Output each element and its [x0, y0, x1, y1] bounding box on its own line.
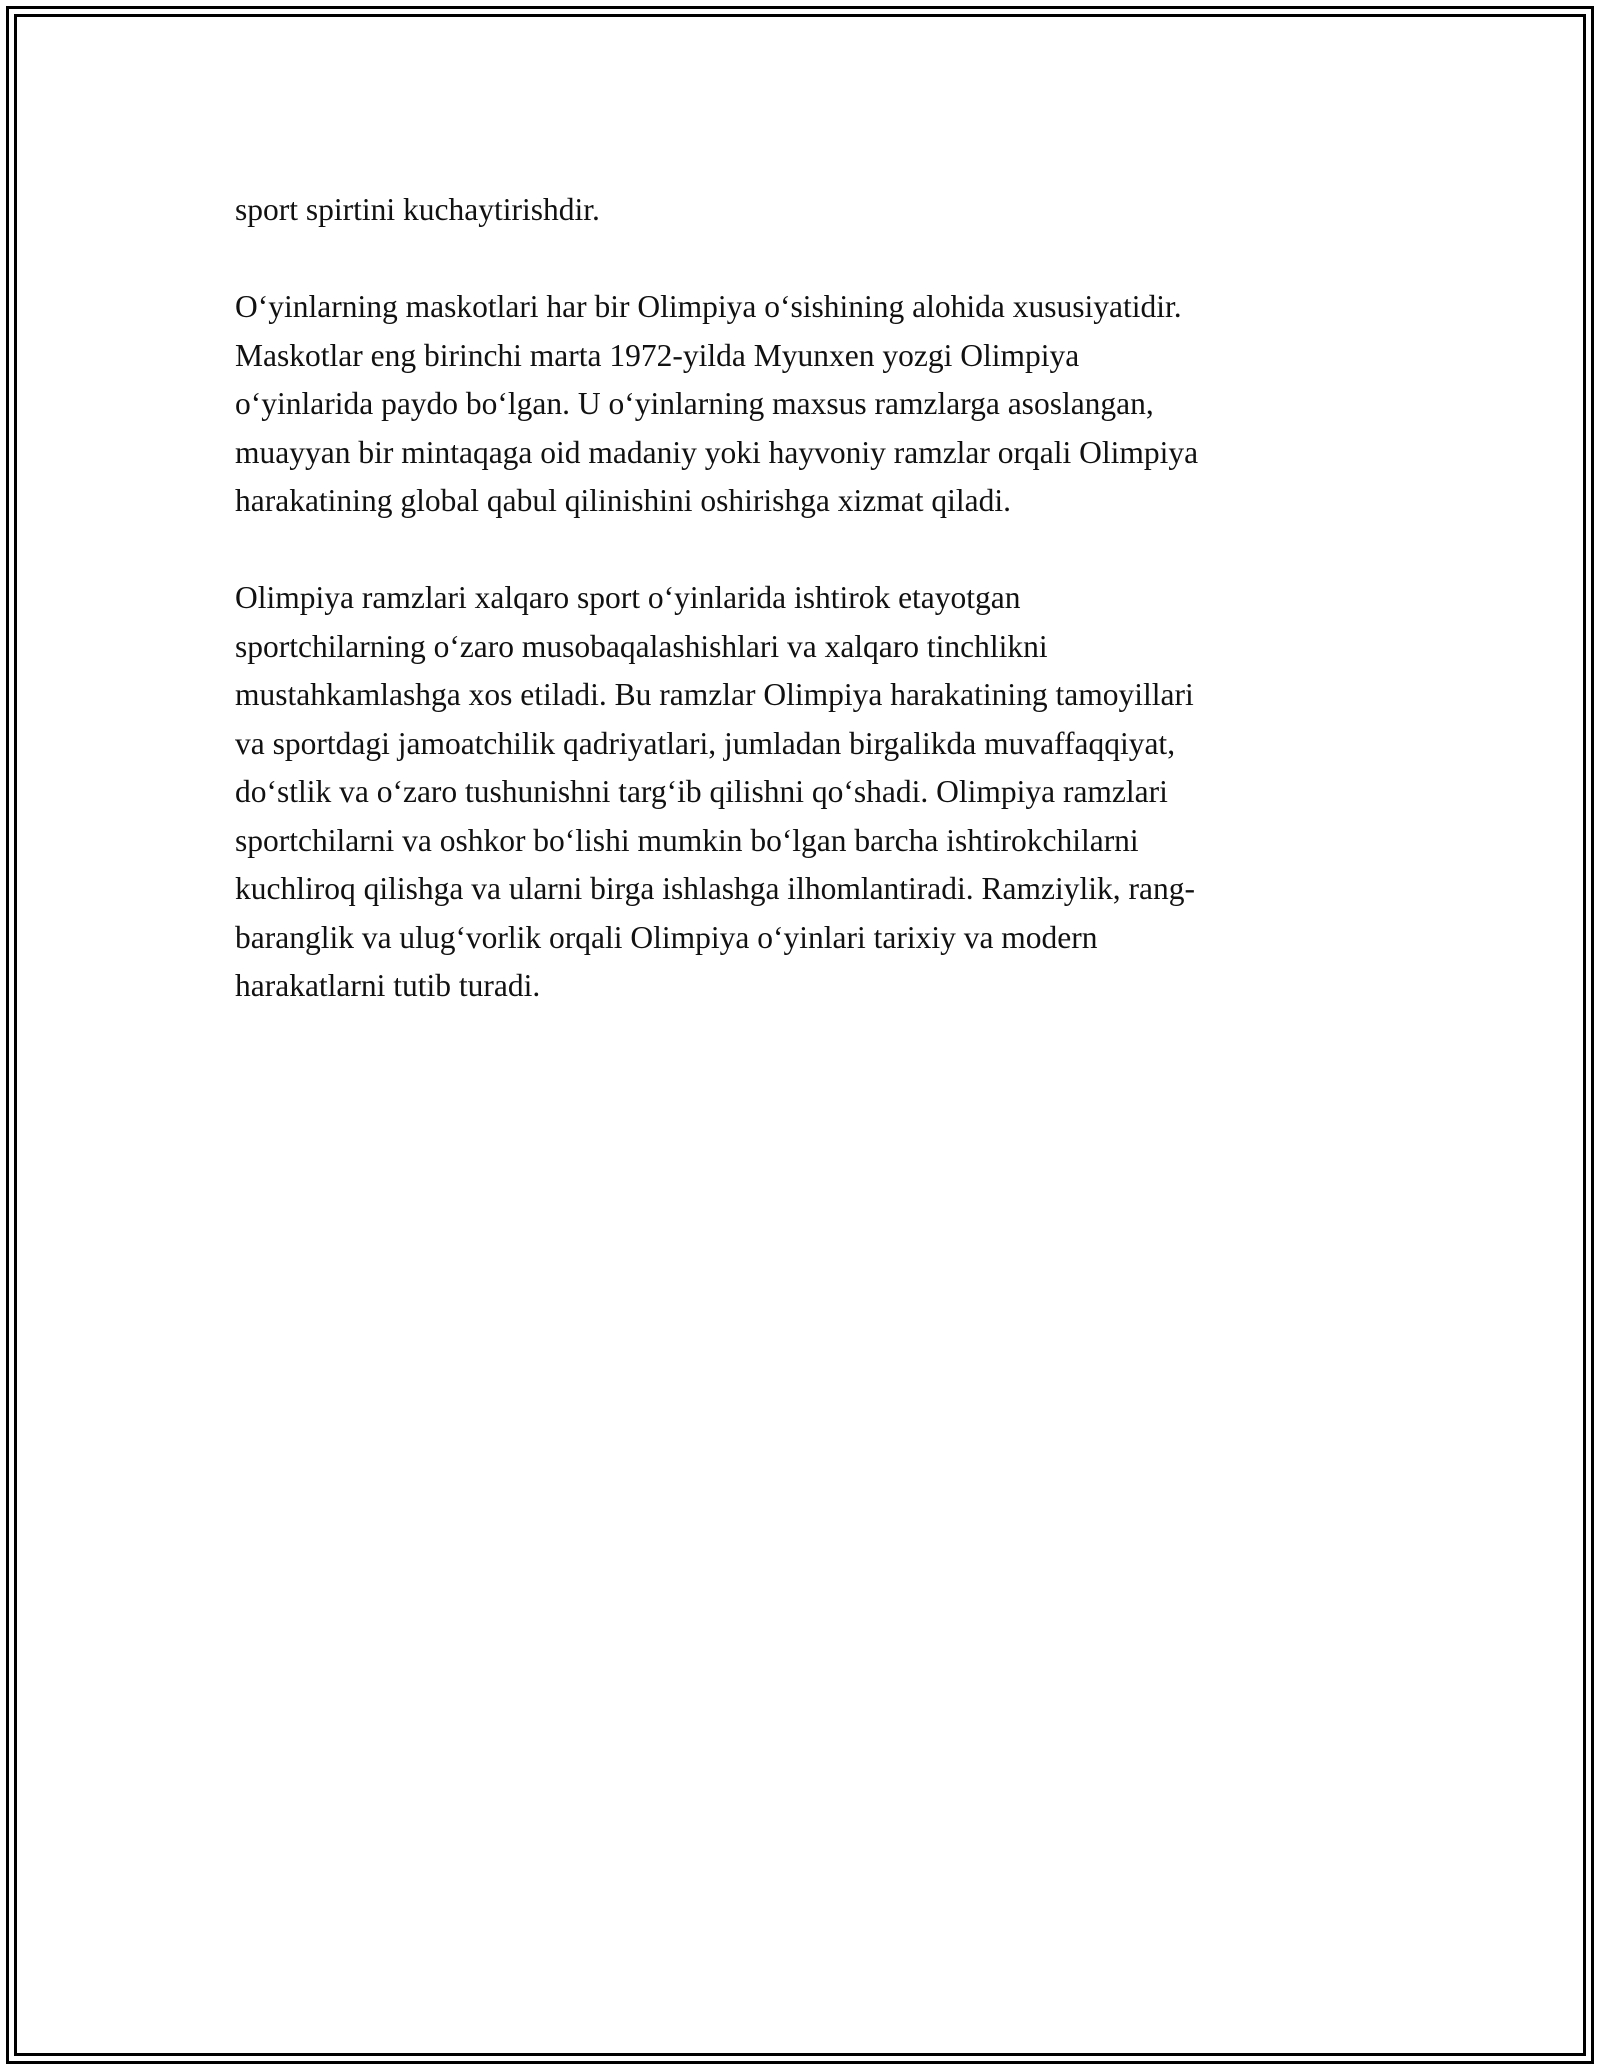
paragraph-3: [235, 574, 1375, 1011]
text-line: o‘yinlarida paydo bo‘lgan. U o‘yinlarning maxsus ramzlarga asoslangan,: [235, 386, 1154, 421]
text-line: Olimpiya ramzlari xalqaro sport o‘yinlarida ishtirok etayotgan: [235, 580, 1021, 615]
text-line: muayyan bir mintaqaga oid madaniy yoki hayvoniy ramzlar orqali Olimpiya: [235, 434, 1199, 470]
text-line: va sportdagi jamoatchilik qadriyatlari, jumladan birgalikda muvaffaqqiyat,: [235, 725, 1176, 761]
text-line: sport spirtini kuchaytirishdir.: [235, 192, 600, 227]
text-line: O‘yinlarning maskotlari har bir Olimpiya o‘sishining alohida xususiyatidir.: [235, 289, 1182, 324]
paragraph-1: [235, 186, 1375, 235]
text-line: baranglik va ulug‘vorlik orqali Olimpiya o‘yinlari tarixiy va modern: [235, 919, 1098, 955]
text-line: Maskotlar eng birinchi marta 1972-yilda Myunxen yozgi Olimpiya: [235, 337, 1080, 373]
text-line: sportchilarning o‘zaro musobaqalashishlari va xalqaro tinchlikni: [235, 628, 1048, 664]
paragraph-2: [235, 283, 1375, 526]
text-line: harakatining global qabul qilinishini oshirishga xizmat qiladi.: [235, 483, 1011, 518]
text-line: sportchilarni va oshkor bo‘lishi mumkin bo‘lgan barcha ishtirokchilarni: [235, 822, 1139, 858]
text-line: do‘stlik va o‘zaro tushunishni targ‘ib qilishni qo‘shadi. Olimpiya ramzlari: [235, 774, 1168, 809]
text-line: mustahkamlashga xos etiladi. Bu ramzlar Olimpiya harakatining tamoyillari: [235, 677, 1194, 712]
document-body: [235, 186, 1375, 1059]
text-line: harakatlarni tutib turadi.: [235, 968, 541, 1003]
text-line: kuchliroq qilishga va ularni birga ishlashga ilhomlantiradi. Ramziylik, rang-: [235, 871, 1195, 906]
